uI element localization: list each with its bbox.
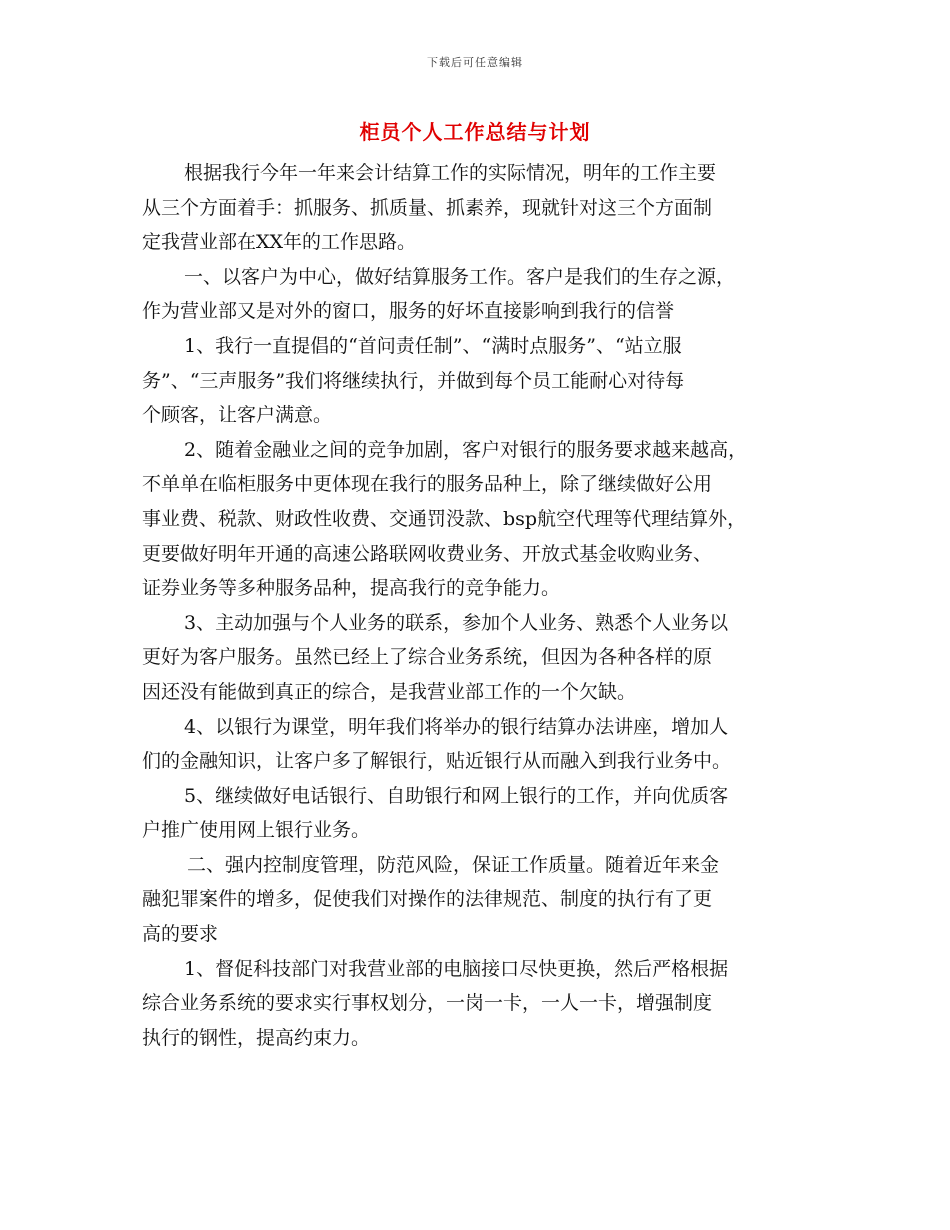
paragraph-line: 融犯罪案件的增多，促使我们对操作的法律规范、制度的执行有了更 — [142, 888, 713, 911]
paragraph-line: 高的要求 — [142, 923, 219, 946]
document-body — [142, 156, 810, 1055]
paragraph-line: 综合业务系统的要求实行事权划分，一岗一卡，一人一卡，增强制度 — [142, 992, 713, 1015]
paragraph-line: 因还没有能做到真正的综合，是我营业部工作的一个欠缺。 — [142, 680, 637, 703]
paragraph-line: 4、以银行为课堂，明年我们将举办的银行结算办法讲座，增加人 — [184, 715, 729, 738]
paragraph-line: 1、我行一直提倡的“首问责任制”、“满时点服务”、“站立服 — [184, 334, 682, 357]
paragraph-line: 更好为客户服务。虽然已经上了综合业务系统，但因为各种各样的原 — [142, 646, 713, 669]
paragraph-line: 证券业务等多种服务品种，提高我行的竞争能力。 — [142, 577, 561, 600]
paragraph-line: 1、督促科技部门对我营业部的电脑接口尽快更换，然后严格根据 — [184, 957, 729, 980]
paragraph-line: 们的金融知识，让客户多了解银行，贴近银行从而融入到我行业务中。 — [142, 750, 732, 773]
paragraph-line: 5、继续做好电话银行、自助银行和网上银行的工作，并向优质客 — [184, 784, 729, 807]
paragraph-line: 不单单在临柜服务中更体现在我行的服务品种上，除了继续做好公用 — [142, 473, 713, 496]
paragraph-line: 从三个方面着手：抓服务、抓质量、抓素养，现就针对这三个方面制 — [142, 196, 713, 219]
paragraph-line: 一、以客户为中心，做好结算服务工作。客户是我们的生存之源， — [184, 265, 736, 288]
paragraph-line: 根据我行今年一年来会计结算工作的实际情况，明年的工作主要 — [184, 162, 717, 184]
paragraph-line: 3、主动加强与个人业务的联系，参加个人业务、熟悉个人业务以 — [184, 611, 729, 634]
paragraph-line: 作为营业部又是对外的窗口，服务的好坏直接影响到我行的信誉 — [142, 300, 675, 323]
paragraph-line: 务”、“三声服务”我们将继续执行，并做到每个员工能耐心对待每 — [142, 369, 685, 392]
paragraph-line: 二、强内控制度管理，防范风险，保证工作质量。随着近年来金 — [187, 853, 720, 876]
paragraph-line: 事业费、税款、财政性收费、交通罚没款、bsp航空代理等代理结算外， — [142, 507, 747, 530]
paragraph-line: 户推广使用网上银行业务。 — [142, 819, 371, 842]
paragraph-line: 2、随着金融业之间的竞争加剧，客户对银行的服务要求越来越高， — [184, 438, 748, 461]
paragraph-line: 执行的钢性，提高约束力。 — [142, 1026, 371, 1049]
paragraph-line: 定我营业部在XX年的工作思路。 — [142, 231, 417, 254]
header-note: 下载后可任意编辑 — [427, 56, 523, 69]
paragraph-line: 个顾客，让客户满意。 — [142, 404, 333, 427]
paragraph-line: 更要做好明年开通的高速公路联网收费业务、开放式基金收购业务、 — [142, 542, 713, 565]
document-title: 柜员个人工作总结与计划 — [359, 120, 591, 144]
